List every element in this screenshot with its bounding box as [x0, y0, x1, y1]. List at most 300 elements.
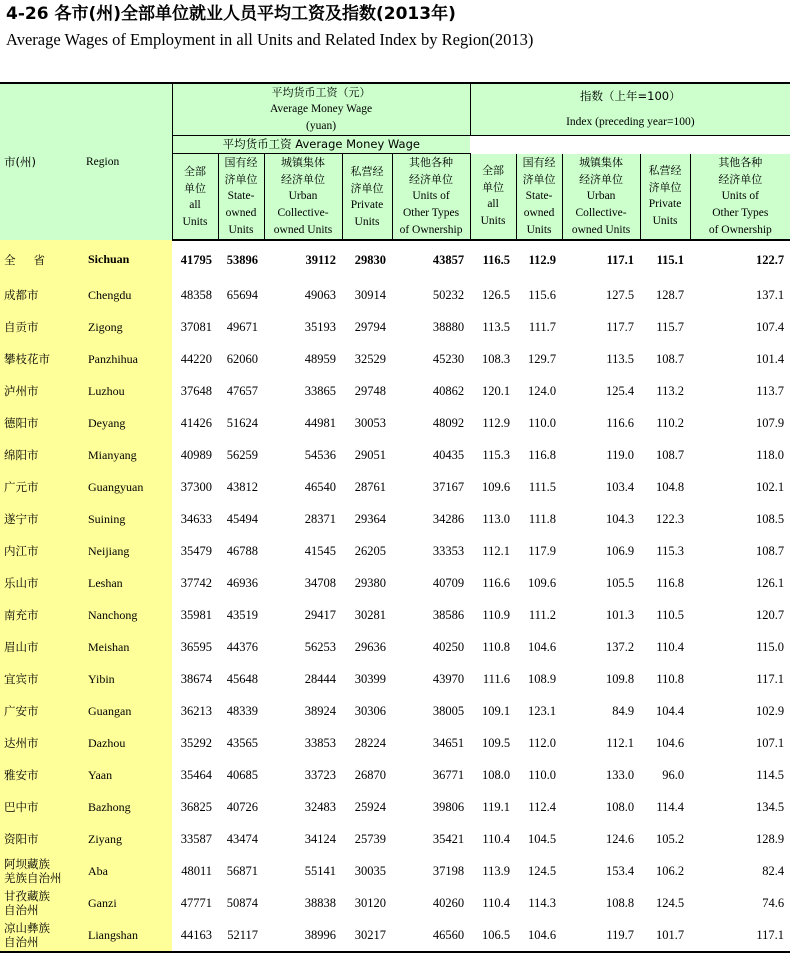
index-value: 113.5: [482, 319, 511, 334]
city-name: 成都市: [0, 279, 82, 311]
index-value: 115.7: [656, 319, 685, 334]
index-value: 115.6: [528, 287, 557, 302]
index-value: 109.1: [481, 703, 511, 718]
wage-value: 36771: [432, 767, 465, 782]
index-value: 115.3: [482, 447, 511, 462]
city-name: 攀枝花市: [0, 343, 82, 375]
index-value: 110.4: [656, 639, 685, 654]
index-value: 124.5: [527, 863, 557, 878]
table-row: [0, 663, 790, 695]
index-value: 114.4: [656, 799, 685, 814]
wage-value: 32483: [304, 799, 336, 814]
wage-value: 34708: [304, 575, 336, 590]
wage-value: 43565: [226, 735, 258, 750]
region-name: Chengdu: [82, 279, 172, 311]
index-value: 109.8: [605, 671, 635, 686]
index-value: 126.1: [755, 575, 785, 590]
index-value: 116.6: [606, 415, 635, 430]
region-name: Dazhou: [82, 727, 172, 759]
wage-value: 44376: [226, 639, 258, 654]
region-name: Luzhou: [82, 375, 172, 407]
index-value: 104.8: [655, 479, 685, 494]
city-name: 遂宁市: [0, 503, 82, 535]
index-value: 116.8: [528, 447, 557, 462]
index-value: 129.7: [527, 351, 557, 366]
index-value: 116.5: [482, 252, 511, 267]
region-name: Bazhong: [82, 791, 172, 823]
index-value: 107.4: [755, 319, 785, 334]
wage-value: 26870: [354, 767, 386, 782]
index-value: 101.3: [605, 607, 635, 622]
index-value: 128.9: [755, 831, 785, 846]
col-wage-all: 全部 单位 all Units: [172, 154, 218, 241]
city-name: 乐山市: [0, 567, 82, 599]
city-name-line: 凉山彝族: [4, 921, 50, 935]
city-name: 宜宾市: [0, 663, 82, 695]
wage-value: 40726: [226, 799, 258, 814]
wage-value: 29830: [354, 252, 386, 267]
city-name: [0, 887, 82, 919]
wage-value: 34124: [304, 831, 336, 846]
index-value: 108.0: [605, 799, 635, 814]
index-value: 118.0: [756, 447, 785, 462]
table-row: [0, 503, 790, 535]
index-value: 109.6: [481, 479, 511, 494]
region-name: Meishan: [82, 631, 172, 663]
index-value: 119.1: [482, 799, 511, 814]
index-value: 104.5: [527, 831, 557, 846]
col-wage-collective: 城镇集体 经济单位 Urban Collective- owned Units: [264, 154, 342, 241]
region-name: Leshan: [82, 567, 172, 599]
wage-value: 34651: [432, 735, 465, 750]
index-value: 137.2: [605, 639, 635, 654]
wage-value: 38838: [304, 895, 336, 910]
index-value: 108.9: [527, 671, 557, 686]
index-value: 114.5: [756, 767, 785, 782]
wage-value: 41795: [180, 252, 212, 267]
index-value: 120.1: [481, 383, 511, 398]
index-value: 111.8: [528, 511, 557, 526]
wage-value: 37081: [180, 319, 212, 334]
wage-value: 30035: [354, 863, 386, 878]
index-value: 110.0: [528, 415, 557, 430]
index-value: 111.5: [528, 479, 557, 494]
index-value: 108.3: [481, 351, 511, 366]
index-value: 117.1: [606, 252, 635, 267]
table-row: [0, 471, 790, 503]
index-value: 113.5: [606, 351, 635, 366]
wage-value: 45494: [226, 511, 258, 526]
index-value: 74.6: [762, 895, 785, 910]
index-value: 111.6: [482, 671, 511, 686]
region-name: Ganzi: [82, 887, 172, 919]
index-value: 112.4: [528, 799, 557, 814]
wage-value: 47657: [226, 383, 258, 398]
wage-value: 40989: [180, 447, 212, 462]
wage-value: 33853: [304, 735, 336, 750]
region-name: Nanchong: [82, 599, 172, 631]
index-value: 112.1: [606, 735, 635, 750]
wage-value: 44981: [304, 415, 336, 430]
region-name: Aba: [82, 855, 172, 887]
table-title-cn: 4-26 各市(州)全部单位就业人员平均工资及指数(2013年): [6, 4, 456, 24]
wage-value: 46540: [304, 479, 336, 494]
wage-value: 56253: [304, 639, 336, 654]
wage-value: 40709: [432, 575, 465, 590]
wage-value: 29417: [304, 607, 336, 622]
index-value: 110.8: [482, 639, 511, 654]
index-value: 109.6: [527, 575, 557, 590]
wage-value: 36825: [180, 799, 212, 814]
wage-value: 45648: [226, 671, 258, 686]
wage-value: 30217: [342, 919, 392, 952]
wage-value: 48339: [226, 703, 258, 718]
region-name: Ziyang: [82, 823, 172, 855]
index-value: 115.3: [656, 543, 685, 558]
wage-group-header: [172, 83, 470, 136]
index-value: 96.0: [662, 767, 685, 782]
wage-value: 28444: [304, 671, 336, 686]
index-group-cn: 指数（上年=100）: [470, 83, 790, 110]
wage-value: 40862: [432, 383, 465, 398]
wage-value: 37198: [432, 863, 465, 878]
wage-value: 46788: [226, 543, 258, 558]
table-row-total: [0, 240, 790, 279]
index-value: 133.0: [605, 767, 635, 782]
wage-value: 28224: [354, 735, 386, 750]
region-name: Deyang: [82, 407, 172, 439]
table-row: [0, 311, 790, 343]
wage-value: 33353: [432, 543, 465, 558]
wage-value: 26205: [354, 543, 386, 558]
wage-group-en: Average Money Wage: [269, 103, 373, 115]
wage-value: 37167: [432, 479, 465, 494]
table-body: [0, 240, 790, 952]
wage-value: 43970: [432, 671, 465, 686]
wage-value: 65694: [226, 287, 258, 302]
wage-value: 29364: [354, 511, 386, 526]
wage-value: 35479: [180, 543, 212, 558]
wage-value: 29636: [354, 639, 386, 654]
city-header: 市(州): [0, 83, 82, 240]
index-value: 106.9: [605, 543, 635, 558]
wage-value: 30306: [354, 703, 386, 718]
index-value: 106.2: [655, 863, 685, 878]
city-name: 广安市: [0, 695, 82, 727]
city-name: 南充市: [0, 599, 82, 631]
city-name: [0, 919, 82, 952]
index-value: 111.2: [528, 607, 557, 622]
wage-value: 29794: [354, 319, 386, 334]
index-value: 112.1: [482, 543, 511, 558]
index-value: 125.4: [605, 383, 635, 398]
index-value: 134.5: [755, 799, 785, 814]
wage-value: 37648: [180, 383, 212, 398]
city-name: [0, 855, 82, 887]
city-name-line: 阿坝藏族: [4, 857, 50, 871]
index-value: 104.6: [655, 735, 685, 750]
wage-value: 40250: [432, 639, 465, 654]
city-name: 广元市: [0, 471, 82, 503]
wage-value: 25739: [354, 831, 386, 846]
wage-value: 30914: [354, 287, 386, 302]
index-value: 108.8: [605, 895, 635, 910]
col-wage-state: 国有经 济单位 State- owned Units: [218, 154, 264, 241]
wage-value: 40260: [432, 895, 465, 910]
table-row: [0, 599, 790, 631]
city-name: 巴中市: [0, 791, 82, 823]
table-row: [0, 439, 790, 471]
wage-value: 43474: [226, 831, 258, 846]
index-value: 101.4: [755, 351, 785, 366]
col-index-other: 其他各种 经济单位 Units of Other Types of Ownership: [690, 154, 790, 241]
index-value: 101.7: [640, 919, 690, 952]
index-value: 153.4: [605, 863, 635, 878]
wage-value: 33587: [180, 831, 212, 846]
wage-value: 46560: [392, 919, 470, 952]
wage-value: 51624: [226, 415, 258, 430]
wage-value: 56259: [226, 447, 258, 462]
wage-value: 44163: [172, 919, 218, 952]
index-value: 126.5: [481, 287, 511, 302]
index-value: 110.5: [656, 607, 685, 622]
index-value: 110.9: [482, 607, 511, 622]
index-value: 119.7: [562, 919, 640, 952]
city-name: 全省: [0, 240, 82, 279]
index-value: 112.0: [528, 735, 557, 750]
city-name: 雅安市: [0, 759, 82, 791]
wage-value: 40685: [226, 767, 258, 782]
wage-value: 48092: [432, 415, 465, 430]
col-index-collective: 城镇集体 经济单位 Urban Collective- owned Units: [562, 154, 640, 241]
index-value: 109.5: [481, 735, 511, 750]
wage-value: 33723: [304, 767, 336, 782]
index-value: 110.8: [656, 671, 685, 686]
wage-value: 35981: [180, 607, 212, 622]
region-header: Region: [82, 83, 172, 240]
wage-group-unit: (yuan): [306, 120, 337, 132]
table-row: [0, 343, 790, 375]
index-value: 117.9: [528, 543, 557, 558]
wage-value: 30120: [354, 895, 386, 910]
wage-value: 37742: [180, 575, 212, 590]
region-name: Sichuan: [82, 240, 172, 279]
index-value: 116.6: [482, 575, 511, 590]
wage-value: 28371: [304, 511, 336, 526]
city-name-line: 自治州: [4, 903, 39, 917]
wage-value: 43519: [226, 607, 258, 622]
city-name: 德阳市: [0, 407, 82, 439]
index-value: 122.7: [755, 252, 785, 267]
table-row: [0, 567, 790, 599]
wage-value: 62060: [226, 351, 258, 366]
index-value: 113.7: [756, 383, 785, 398]
wage-value: 28761: [354, 479, 386, 494]
table-row: [0, 855, 790, 887]
index-value: 107.9: [755, 415, 785, 430]
wage-value: 30399: [354, 671, 386, 686]
index-value: 105.5: [605, 575, 635, 590]
wage-value: 35292: [180, 735, 212, 750]
wage-value: 40435: [432, 447, 465, 462]
index-value: 110.4: [482, 831, 511, 846]
index-value: 108.7: [655, 447, 685, 462]
wage-value: 44220: [180, 351, 212, 366]
index-value: 124.0: [527, 383, 557, 398]
index-value: 117.1: [756, 671, 785, 686]
wage-value: 35464: [180, 767, 212, 782]
city-name: 泸州市: [0, 375, 82, 407]
city-name-line: 自治州: [4, 935, 39, 949]
index-value: 102.9: [755, 703, 785, 718]
index-value: 116.8: [656, 575, 685, 590]
region-name: Guangan: [82, 695, 172, 727]
city-name-line: 羌族自治州: [4, 871, 62, 885]
wage-value: 36595: [180, 639, 212, 654]
wage-value: 36213: [180, 703, 212, 718]
wage-value: 38996: [264, 919, 342, 952]
table-row: [0, 375, 790, 407]
city-name: 资阳市: [0, 823, 82, 855]
wage-value: 33865: [304, 383, 336, 398]
wage-value: 30281: [354, 607, 386, 622]
wage-value: 38880: [432, 319, 465, 334]
wage-value: 56871: [226, 863, 258, 878]
wage-value: 25924: [354, 799, 386, 814]
index-value: 113.9: [482, 863, 511, 878]
wage-value: 30053: [354, 415, 386, 430]
index-value: 108.7: [655, 351, 685, 366]
wage-value: 39112: [305, 252, 336, 267]
wage-group-cn: 平均货币工资（元）: [271, 86, 371, 99]
index-value: 84.9: [612, 703, 635, 718]
index-value: 128.7: [655, 287, 685, 302]
wage-value: 43857: [432, 252, 465, 267]
index-value: 104.6: [516, 919, 562, 952]
wage-value: 34286: [432, 511, 465, 526]
index-value: 137.1: [755, 287, 785, 302]
index-value: 113.0: [482, 511, 511, 526]
index-value: 123.1: [527, 703, 557, 718]
index-value: 122.3: [655, 511, 685, 526]
index-value: 105.2: [655, 831, 685, 846]
col-index-all: 全部 单位 all Units: [470, 154, 516, 241]
index-group-en: Index (preceding year=100): [470, 110, 790, 136]
index-value: 112.9: [482, 415, 511, 430]
index-value: 115.0: [756, 639, 785, 654]
index-subgroup: 平均货币工资 Average Money Wage: [172, 136, 470, 154]
index-value: 120.7: [755, 607, 785, 622]
table-row: [0, 919, 790, 952]
wage-table: [0, 82, 790, 953]
index-value: 115.1: [656, 252, 685, 267]
city-name: 绵阳市: [0, 439, 82, 471]
index-value: 114.3: [528, 895, 557, 910]
wage-value: 35193: [304, 319, 336, 334]
index-value: 110.2: [656, 415, 685, 430]
wage-value: 38924: [304, 703, 336, 718]
wage-value: 29051: [354, 447, 386, 462]
index-value: 108.5: [755, 511, 785, 526]
table-header: [0, 83, 790, 240]
wage-value: 29380: [354, 575, 386, 590]
region-name: Yibin: [82, 663, 172, 695]
region-name: Guangyuan: [82, 471, 172, 503]
wage-value: 43812: [226, 479, 258, 494]
table-row: [0, 727, 790, 759]
wage-value: 38674: [180, 671, 212, 686]
index-value: 124.5: [655, 895, 685, 910]
index-value: 104.4: [655, 703, 685, 718]
index-value: 103.4: [605, 479, 635, 494]
index-value: 127.5: [605, 287, 635, 302]
city-name: 自贡市: [0, 311, 82, 343]
col-index-private: 私营经 济单位 Private Units: [640, 154, 690, 241]
region-name: Neijiang: [82, 535, 172, 567]
index-value: 117.7: [606, 319, 635, 334]
wage-value: 52117: [218, 919, 264, 952]
wage-value: 53896: [226, 252, 258, 267]
table-row: [0, 887, 790, 919]
wage-value: 41426: [180, 415, 212, 430]
index-value: 124.6: [605, 831, 635, 846]
region-name: Mianyang: [82, 439, 172, 471]
index-value: 112.9: [528, 252, 557, 267]
table-row: [0, 695, 790, 727]
index-value: 107.1: [755, 735, 785, 750]
index-value: 119.0: [606, 447, 635, 462]
wage-value: 48011: [181, 863, 212, 878]
wage-value: 50232: [432, 287, 465, 302]
col-wage-private: 私营经 济单位 Private Units: [342, 154, 392, 241]
index-value: 102.1: [755, 479, 785, 494]
wage-value: 49671: [226, 319, 258, 334]
index-value: 104.3: [605, 511, 635, 526]
wage-value: 46936: [226, 575, 258, 590]
city-name: 达州市: [0, 727, 82, 759]
wage-value: 54536: [304, 447, 336, 462]
city-name-line: 甘孜藏族: [4, 889, 50, 903]
index-value: 110.0: [528, 767, 557, 782]
wage-value: 39806: [432, 799, 465, 814]
region-name: Suining: [82, 503, 172, 535]
table-row: [0, 823, 790, 855]
wage-value: 45230: [432, 351, 465, 366]
table-row: [0, 791, 790, 823]
region-name: Liangshan: [82, 919, 172, 952]
index-value: 106.5: [470, 919, 516, 952]
index-value: 82.4: [762, 863, 785, 878]
wage-value: 47771: [180, 895, 212, 910]
table-row: [0, 279, 790, 311]
wage-value: 34633: [180, 511, 212, 526]
region-name: Panzhihua: [82, 343, 172, 375]
col-index-state: 国有经 济单位 State- owned Units: [516, 154, 562, 241]
col-wage-other: 其他各种 经济单位 Units of Other Types of Ownership: [392, 154, 470, 241]
wage-value: 37300: [180, 479, 212, 494]
wage-value: 35421: [432, 831, 465, 846]
table-row: [0, 759, 790, 791]
wage-value: 38005: [432, 703, 465, 718]
wage-value: 41545: [304, 543, 336, 558]
index-value: 108.0: [481, 767, 511, 782]
table-row: [0, 535, 790, 567]
table-row: [0, 631, 790, 663]
region-name: Yaan: [82, 759, 172, 791]
wage-value: 50874: [226, 895, 258, 910]
index-value: 111.7: [528, 319, 557, 334]
region-name: Zigong: [82, 311, 172, 343]
